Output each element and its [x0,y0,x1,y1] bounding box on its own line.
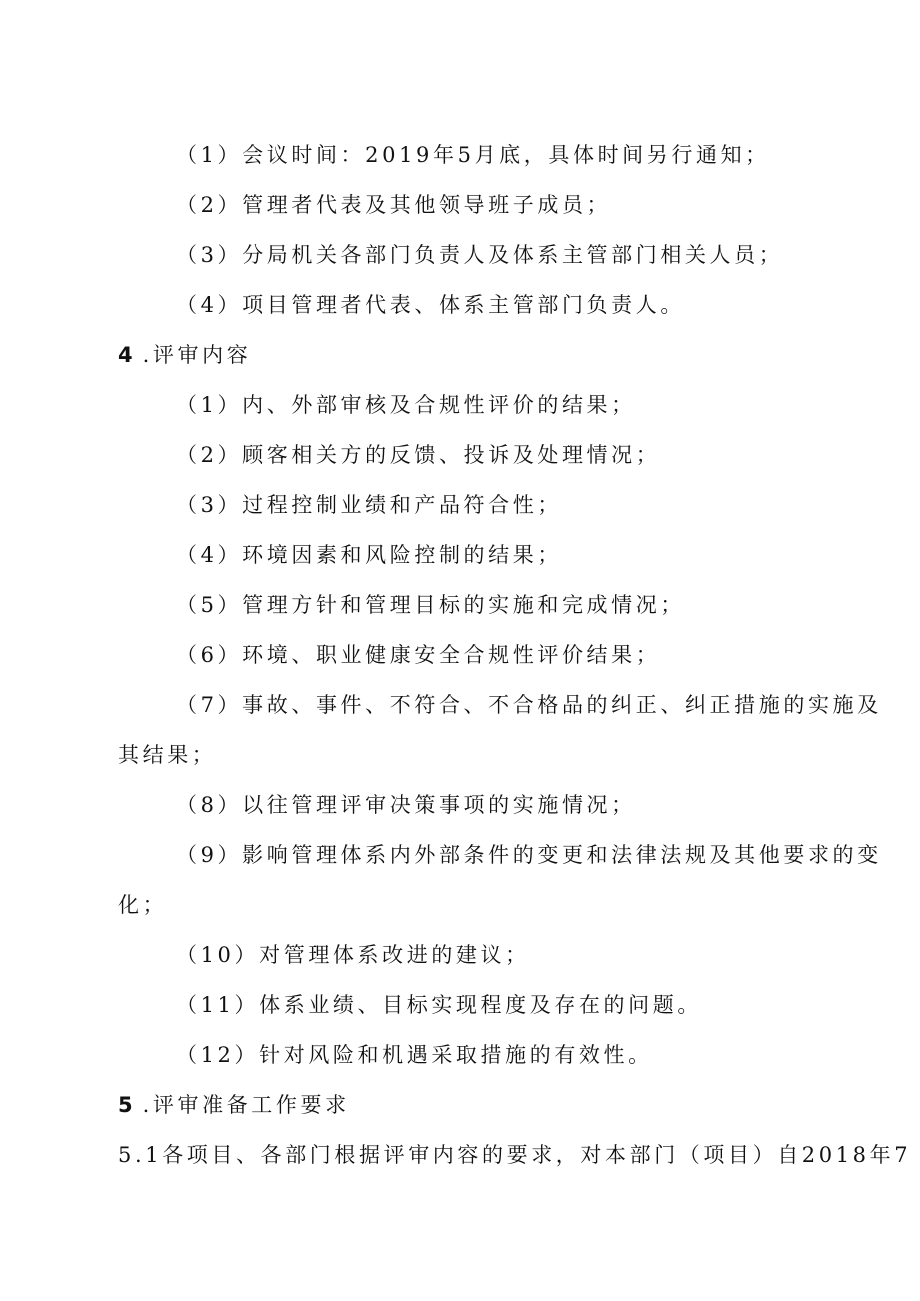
section-4-number: 4 [118,343,133,367]
review-item: （4）环境因素和风险控制的结果； [176,543,562,567]
review-item: （6）环境、职业健康安全合规性评价结果； [176,643,661,667]
review-item-continuation: 化； [118,893,168,917]
section-5-paragraph: 5.1各项目、各部门根据评审内容的要求，对本部门（项目）自2018年7 [118,1143,912,1167]
review-item: （10）对管理体系改进的建议； [176,943,530,967]
review-item: （1）内、外部审核及合规性评价的结果； [176,393,636,417]
attendee-item-leaders: （2）管理者代表及其他领导班子成员； [176,193,612,217]
section-5-title: .评审准备工作要求 [142,1093,350,1117]
review-item: （7）事故、事件、不符合、不合格品的纠正、纠正措施的实施及 [176,693,882,717]
section-5-heading [118,1090,350,1120]
review-item: （12）针对风险和机遇采取措施的有效性。 [176,1043,653,1067]
attendee-item-departments: （3）分局机关各部门负责人及体系主管部门相关人员； [176,243,784,267]
review-item-continuation: 其结果； [118,743,217,767]
review-item: （9）影响管理体系内外部条件的变更和法律法规及其他要求的变 [176,843,882,867]
review-item: （8）以往管理评审决策事项的实施情况； [176,793,636,817]
review-item: （5）管理方针和管理目标的实施和完成情况； [176,593,685,617]
attendee-item-projects: （4）项目管理者代表、体系主管部门负责人。 [176,293,685,317]
review-item: （2）顾客相关方的反馈、投诉及处理情况； [176,443,661,467]
review-item: （11）体系业绩、目标实现程度及存在的问题。 [176,993,702,1017]
section-5-number: 5 [118,1093,133,1117]
review-item: （3）过程控制业绩和产品符合性； [176,493,562,517]
meeting-time-item: （1）会议时间：2019年5月底，具体时间另行通知； [176,143,770,167]
section-4-title: .评审内容 [142,343,252,367]
section-4-heading [118,340,251,370]
